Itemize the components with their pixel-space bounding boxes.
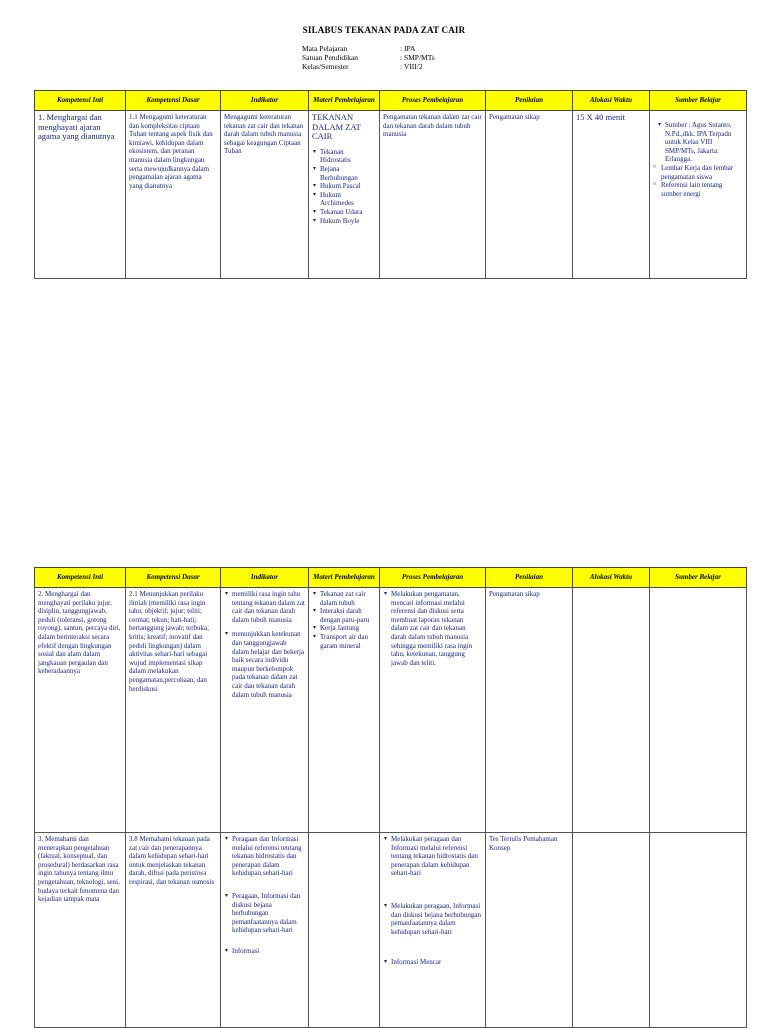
indikator-list	[224, 590, 305, 699]
meta-value: : SMP/MTs	[400, 53, 435, 63]
cell-ki: 3. Memahami dan menerapkan pengetahuan (faktual, konseptual, dan prosedural) berdasarkan rasa ingin tahunya tentang ilmu pengetahuan, teknologi, seni, budaya terkait fenomena dan kejadian tampak mata	[35, 833, 126, 1028]
cell-materi	[309, 833, 380, 1028]
cell-indikator	[221, 833, 309, 1028]
cell-proses	[380, 833, 486, 1028]
list-item: ▾ Transport air dan garam mineral	[320, 633, 376, 650]
proses-list	[383, 590, 482, 667]
header-sumber: Sumber Belajar	[650, 568, 747, 588]
header-proses: Proses Pembelajaran	[380, 91, 486, 111]
indikator-list	[224, 835, 305, 956]
header-row	[35, 568, 747, 588]
ki-text: 1. Menghargai dan menghayati ajaran agama yang dianutnya	[38, 112, 115, 142]
list-item: ▾ Melakukan peragaan dan Informasi melalui referensi tentang tekanan hidrostatis dan penerapan dalam kehidupan sehari-hari	[391, 835, 482, 878]
cell-kd: 3.8 Memahami tekanan pada zat cair dan penerapannya dalam kehidupan sehari-hari untuk menjelaskan tekanan darah, difusi pada peristiwa respirasi, dan tekanan osmosis	[126, 833, 221, 1028]
list-item: ▾ Bejana Berhubungan	[320, 165, 376, 182]
meta-value: : VIII/2	[400, 62, 423, 72]
alokasi-text: 15 X 40 menit	[576, 112, 625, 122]
cell-sumber	[650, 588, 747, 833]
table-row	[35, 833, 747, 1028]
list-item: ▾ Informasi	[232, 947, 305, 956]
cell-alokasi	[573, 588, 650, 833]
meta-key: Mata Pelajaran	[302, 44, 348, 53]
cell-materi	[309, 588, 380, 833]
list-item: ▾ Interaksi darah dengan paru-paru	[320, 607, 376, 624]
list-item: ▾ Kerja Jantung	[320, 624, 376, 633]
sumber-list	[653, 121, 743, 164]
list-item: ▾ Tekanan Hidrostatis	[320, 148, 376, 165]
list-item: ▾ Peragaan, Informasi dan diskusi bejana berhubungan pemanfaatannya dalam kehidupan sehari-hari	[232, 892, 305, 935]
cell-penilaian: Tes Tertulis Pemahaman Konsep	[486, 833, 573, 1028]
header-indikator: Indikator	[221, 568, 309, 588]
header-materi: Materi Pembelajaran	[309, 91, 380, 111]
header-kompetensi-dasar: Kompetensi Dasar	[126, 568, 221, 588]
header-alokasi: Alokasi Waktu	[573, 91, 650, 111]
header-penilaian: Penilaian	[486, 568, 573, 588]
cell-alokasi	[573, 111, 650, 279]
materi-list	[312, 148, 376, 225]
list-item: ▾ Hukum Archimedes	[320, 191, 376, 208]
cell-penilaian: Pengamatan sikap	[486, 588, 573, 833]
cell-penilaian: Pengamatan sikap	[486, 111, 573, 279]
cell-indikator: Mengagumi keteraturan tekanan zat cair dan tekanan darah dalam tubuh manusia sebagai keagungan Ciptaan Tuhan	[221, 111, 309, 279]
meta-row	[302, 44, 435, 53]
header-indikator: Indikator	[221, 91, 309, 111]
cell-kd: 1.1 Mengagumi keteraturan dan kompleksitas ciptaan Tuhan tentang aspek fisik dan kimiawi, kehidupan dalam ekosistem, dan peranan manusia dalam lingkungan serta mewujudkannya dalam pengamalan ajaran agama yang dianutnya	[126, 111, 221, 279]
table-row	[35, 111, 747, 279]
sumber-square-list	[653, 164, 743, 198]
syllabus-table-2	[34, 567, 747, 1028]
syllabus-table-1	[34, 90, 747, 279]
cell-materi	[309, 111, 380, 279]
list-item: ▾ Tekanan Udara	[320, 208, 376, 217]
cell-kd: 2.1 Menunjukkan perilaku ilmiah (memiliki rasa ingin tahu; objektif; jujur; teliti; cermat; tekun; hati-hati; bertanggung jawab; terbuka; kritis; kreatif; inovatif dan peduli lingkungan) dalam aktivitas sehari-hari sebagai wujud implementasi sikap dalam melakukan pengamatan,percobaan, dan berdiskusi	[126, 588, 221, 833]
list-item: ▾ Hukum Boyle	[320, 217, 376, 226]
header-kompetensi-dasar: Kompetensi Dasar	[126, 91, 221, 111]
header-materi: Materi Pembelajaran	[309, 568, 380, 588]
list-item: ▾ memiliki rasa ingin tahu tentang tekanan dalam zat cair dan tekanan darah dalam tubuh manusia	[232, 590, 305, 624]
header-row	[35, 91, 747, 111]
cell-alokasi	[573, 833, 650, 1028]
meta-row	[302, 62, 435, 71]
cell-sumber	[650, 111, 747, 279]
cell-proses: Pengamatan tekanan dalam zat cair dan tekanan darah dalam tubuh manusia	[380, 111, 486, 279]
materi-list	[312, 590, 376, 650]
cell-sumber	[650, 833, 747, 1028]
table-row	[35, 588, 747, 833]
list-item: ▾ Tekanan zat cair dalam tubuh	[320, 590, 376, 607]
meta-key: Satuan Pendidikan	[302, 53, 359, 63]
list-item: ▾ Melakukan peragaan, Informasi dan diskusi bejana berhubungan pemanfaatannya dalam kehidupan sehari-hari	[391, 902, 482, 936]
list-item: ▾ Sumber : Agus Sutanto, N.Pd.,dkk. IPA Terpadu untuk Kelas VIII SMP/MTs, Jakarta: Erlangga.	[665, 121, 743, 164]
materi-title: TEKANAN DALAM ZAT CAIR	[312, 112, 361, 142]
list-item: ▾ menunjukkan ketekunan dan tanggungjawab dalam belajar dan bekerja baik secara individu maupun berkelompok pada tekanan dalam zat cair dan tekanan darah dalam tubuh manusia	[232, 630, 305, 699]
cell-proses	[380, 588, 486, 833]
page-title: SILABUS TEKANAN PADA ZAT CAIR	[302, 25, 466, 35]
list-item: ▾ Hukum Pascal	[320, 182, 376, 191]
header-penilaian: Penilaian	[486, 91, 573, 111]
list-item: ▾ Peragaan dan Informasi melalui referensi tentang tekanan hidrostatis dan penerapan dalam kehidupan sehari-hari	[232, 835, 305, 878]
list-item: ▫ Lembar Kerja dan lembar pengamatan siswa	[661, 164, 743, 181]
list-item: ▾ Melakukan pengamatan, mencari informasi melalui referensi dan diskusi serta membuat laporan tekanan dalam zat cair dan tekanan darah dalam tubuh manusia sehingga memiliki rasa ingin tahu, ketekunan, tanggung jawab dan teliti.	[391, 590, 482, 667]
meta-row	[302, 53, 435, 62]
cell-ki: 2. Menghargai dan menghayati perilaku jujur, disiplin, tanggungjawab, peduli (toleransi, gotong royong), santun, percaya diri, dalam berinteraksi secara efektif dengan lingkungan sosial dan alam dalam jangkauan pergaulan dan keberadaannya	[35, 588, 126, 833]
cell-indikator	[221, 588, 309, 833]
meta-value: : IPA	[400, 44, 416, 53]
header-sumber: Sumber Belajar	[650, 91, 747, 111]
cell-ki	[35, 111, 126, 279]
header-kompetensi-inti: Kompetensi Inti	[35, 91, 126, 111]
header-kompetensi-inti: Kompetensi Inti	[35, 568, 126, 588]
header-proses: Proses Pembelajaran	[380, 568, 486, 588]
list-item: ▾ Informasi Mencar	[391, 958, 482, 967]
header-alokasi: Alokasi Waktu	[573, 568, 650, 588]
meta-key: Kelas/Semester	[302, 62, 349, 72]
document-meta	[302, 44, 435, 72]
list-item: ▫ Referensi lain tentang sumber energi	[661, 181, 743, 198]
proses-list	[383, 835, 482, 967]
